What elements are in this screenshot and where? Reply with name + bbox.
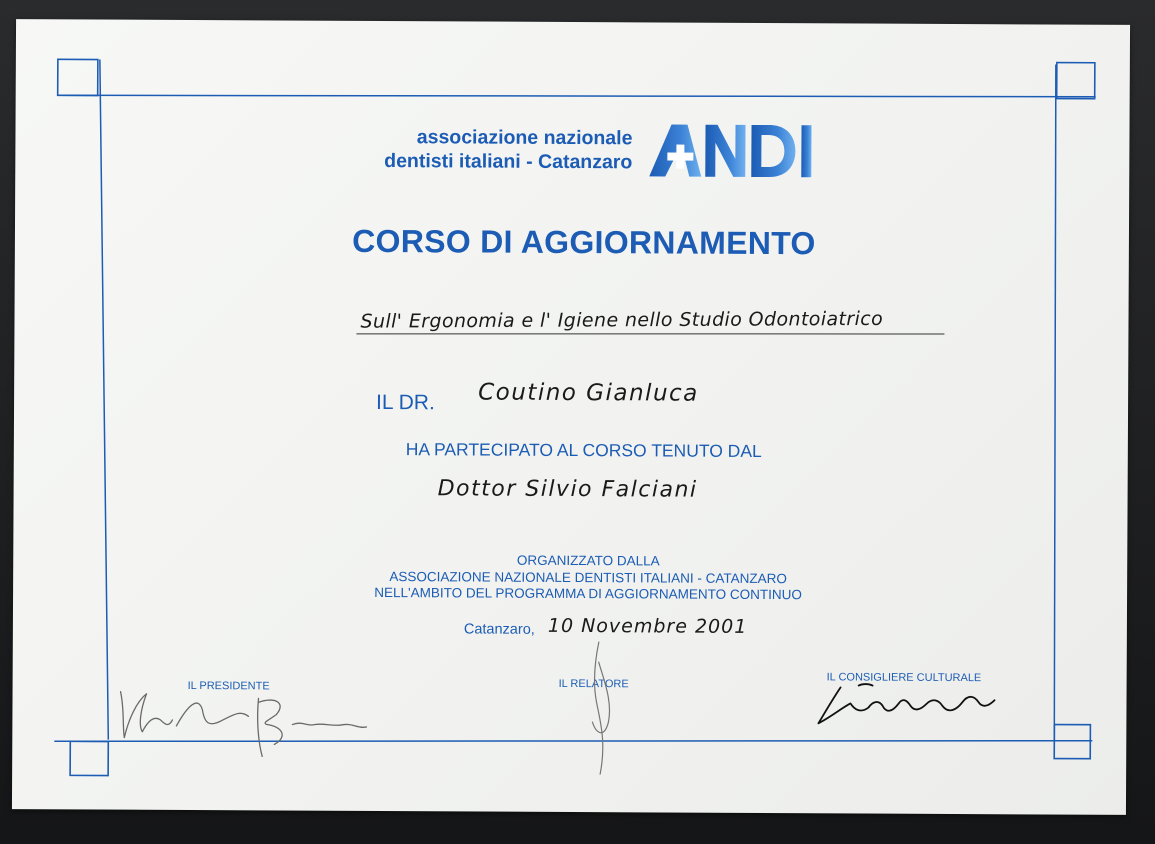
recipient-prefix: IL DR. xyxy=(376,390,435,415)
organizer-line-3: NELL'AMBITO DEL PROGRAMMA DI AGGIORNAMENTO CONTINUO xyxy=(374,584,802,603)
date-place: Catanzaro, xyxy=(463,621,535,638)
recipient-name: Coutino Gianluca xyxy=(478,379,699,407)
association-line-1: associazione nazionale xyxy=(416,126,633,150)
counselor-label: IL CONSIGLIERE CULTURALE xyxy=(826,671,982,685)
certificate xyxy=(12,19,1130,815)
course-topic: Sull' Ergonomia e l' Igiene nello Studio Odontoiatrico xyxy=(360,307,884,333)
organizer-line-2: ASSOCIAZIONE NAZIONALE DENTISTI ITALIANI - CATANZARO xyxy=(389,569,787,587)
certificate-title: CORSO DI AGGIORNAMENTO xyxy=(352,222,816,262)
participation-statement: HA PARTECIPATO AL CORSO TENUTO DAL xyxy=(405,439,762,461)
organizer-line-1: ORGANIZZATO DALLA xyxy=(516,552,660,569)
instructor-name: Dottor Silvio Falciani xyxy=(437,476,698,503)
speaker-label: IL RELATORE xyxy=(558,677,629,691)
president-signature xyxy=(120,692,172,738)
president-label: IL PRESIDENTE xyxy=(187,679,270,693)
date-value: 10 Novembre 2001 xyxy=(547,614,748,638)
association-line-2: dentisti italiani - Catanzaro xyxy=(384,150,633,174)
counselor-signature xyxy=(818,687,994,724)
signatures-drawing xyxy=(12,19,1130,815)
speaker-signature xyxy=(592,642,610,774)
